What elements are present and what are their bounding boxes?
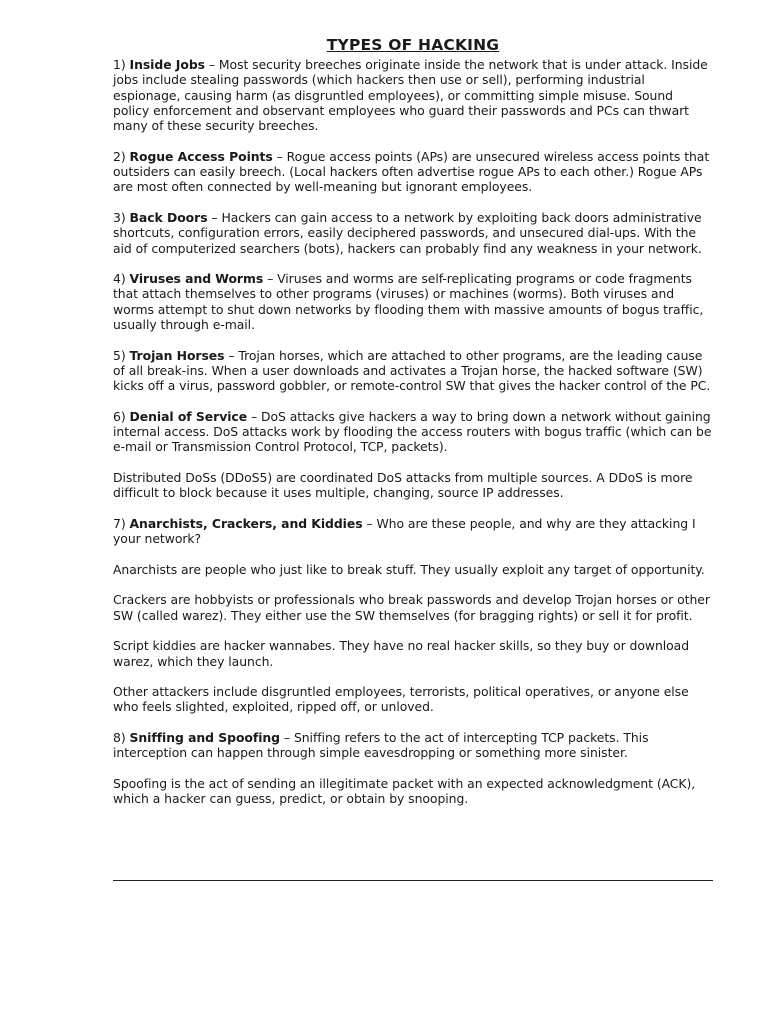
section-denial-of-service: [113, 409, 713, 455]
section-back-doors: [113, 210, 713, 256]
footer-divider: [113, 880, 713, 881]
paragraph-other-attackers: Other attackers include disgruntled employees, terrorists, political operatives, or anyone else who feels slighted, exploited, ripped off, or unloved.: [113, 684, 689, 715]
section-text: – Rogue access points (APs) are unsecured wireless access points that outsiders can easily breech. (Local hackers often advertise rogue APs to each other.) Rogue APs are most often connected by well-meaning but ignorant employees.: [113, 148, 710, 195]
section-anarchists-crackers-kiddies: [113, 516, 713, 547]
section-text: – Hackers can gain access to a network by exploiting back doors administrative shortcuts, configuration errors, easily deciphered passwords, and unsecured dial-ups. With the aid of computerized searchers (bots), hackers can probably find any weakness in your network.: [113, 209, 702, 256]
document-page: [113, 35, 713, 822]
section-number: 2): [113, 148, 130, 164]
section-number: 7): [113, 515, 130, 531]
section-heading: Trojan Horses: [129, 347, 225, 363]
section-sniffing-and-spoofing: [113, 730, 713, 761]
section-heading: Back Doors: [129, 209, 208, 225]
section-number: 3): [113, 209, 130, 225]
section-number: 4): [113, 271, 130, 287]
section-number: 8): [113, 730, 130, 746]
paragraph-spoofing: Spoofing is the act of sending an illegitimate packet with an expected acknowledgment (ACK), which a hacker can guess, predict, or obtain by snooping.: [113, 775, 696, 807]
section-number: 1): [113, 57, 130, 72]
section-heading: Rogue Access Points: [129, 148, 273, 164]
paragraph-crackers: Crackers are hobbyists or professionals who break passwords and develop Trojan horses or other SW (called warez). They either use the SW themselves (for bragging rights) or sell it for profit.: [113, 592, 710, 623]
section-trojan-horses: [113, 348, 713, 394]
section-rogue-access-points: [113, 149, 713, 195]
section-heading: Sniffing and Spoofing: [129, 730, 281, 746]
section-text: – DoS attacks give hackers a way to bring down a network without gaining internal access. DoS attacks work by flooding the access routers with bogus traffic (which can be e-mail or Transmission Control Protocol, TCP, packets).: [113, 408, 712, 455]
section-heading: Inside Jobs: [129, 57, 205, 72]
section-text: – Who are these people, and why are they attacking I your network?: [113, 515, 696, 547]
section-heading: Viruses and Worms: [129, 271, 264, 287]
section-text: – Trojan horses, which are attached to other programs, are the leading cause of all break-ins. When a user downloads and activates a Trojan horse, the hacked software (SW) kicks off a virus, password gobbler, or remote-control SW that gives the hacker control of the PC.: [113, 347, 711, 394]
section-number: 5): [113, 347, 130, 363]
section-number: 6): [113, 408, 130, 424]
section-heading: Denial of Service: [129, 408, 248, 424]
section-viruses-and-worms: [113, 271, 713, 332]
paragraph-anarchists: Anarchists are people who just like to break stuff. They usually exploit any target of opportunity.: [113, 561, 705, 577]
page-title: TYPES OF HACKING: [326, 36, 500, 54]
section-text: – Sniffing refers to the act of intercepting TCP packets. This interception can happen through simple eavesdropping or something more sinister.: [113, 730, 649, 761]
paragraph-ddos: Distributed DoSs (DDoS5) are coordinated DoS attacks from multiple sources. A DDoS is more difficult to block because it uses multiple, changing, source IP addresses.: [113, 470, 693, 501]
section-text: – Viruses and worms are self-replicating programs or code fragments that attach themselves to other programs (viruses) or machines (worms). Both viruses and worms attempt to shut down networks by flooding them with massive amounts of bogus traffic, usually through e-mail.: [113, 271, 704, 333]
section-heading: Anarchists, Crackers, and Kiddies: [129, 515, 363, 531]
paragraph-script-kiddies: Script kiddies are hacker wannabes. They have no real hacker skills, so they buy or download warez, which they launch.: [113, 638, 690, 669]
section-text: – Most security breeches originate inside the network that is under attack. Inside jobs include stealing passwords (which hackers then use or sell), performing industrial espionage, causing harm (as disgruntled employees), or committing simple misuse. Sound policy enforcement and observant employees who guard their passwords and PCs can thwart many of these security breeches.: [113, 57, 708, 134]
section-inside-jobs: [113, 57, 713, 133]
